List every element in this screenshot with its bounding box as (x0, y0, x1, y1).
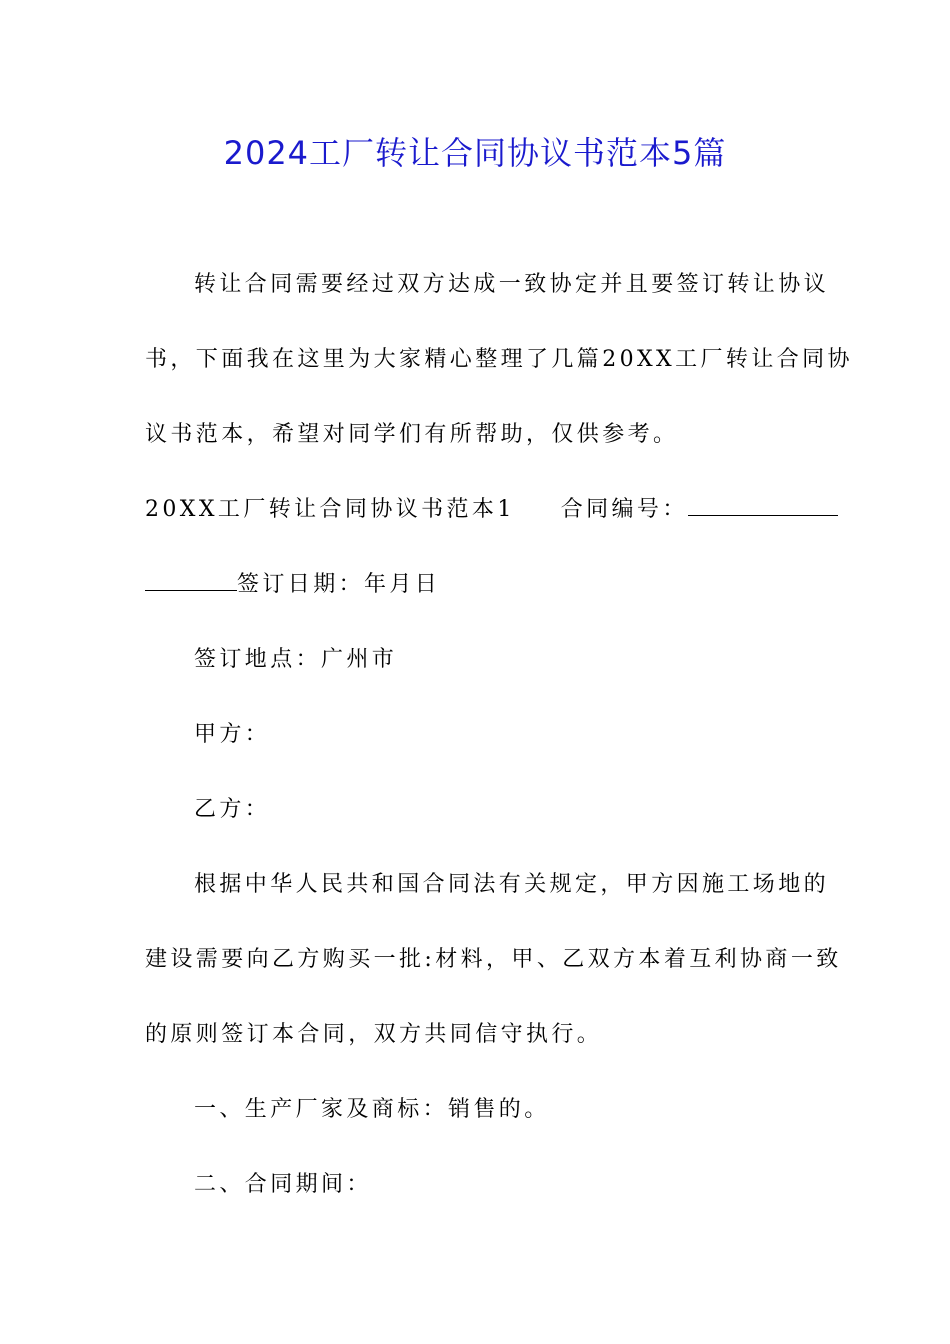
section-heading: 20XX工厂转让合同协议书范本1 (145, 497, 515, 522)
sign-date-label: 签订日期：年月日 (237, 572, 441, 597)
document-title: 2024工厂转让合同协议书范本5篇 (223, 134, 727, 172)
sign-place: 签订地点：广州市 (194, 647, 398, 672)
body-line-3: 的原则签订本合同，双方共同信守执行。 (145, 1022, 603, 1047)
contract-number-blank-continued (145, 572, 237, 591)
clause-1: 一、生产厂家及商标：销售的。 (194, 1097, 550, 1122)
intro-line-2: 书，下面我在这里为大家精心整理了几篇20XX工厂转让合同协 (145, 347, 853, 372)
intro-line-3: 议书范本，希望对同学们有所帮助，仅供参考。 (145, 422, 679, 447)
body-line-2: 建设需要向乙方购买一批:材料，甲、乙双方本着互利协商一致 (145, 947, 842, 972)
party-b-label: 乙方： (194, 797, 271, 822)
contract-heading-line (145, 495, 807, 525)
contract-number-blank (688, 497, 838, 516)
contract-number-label: 合同编号： (560, 497, 688, 522)
party-a-label: 甲方： (194, 722, 271, 747)
sign-date-line (145, 570, 807, 600)
clause-2: 二、合同期间： (194, 1172, 372, 1197)
body-line-1: 根据中华人民共和国合同法有关规定，甲方因施工场地的 (194, 872, 830, 897)
intro-line-1: 转让合同需要经过双方达成一致协定并且要签订转让协议 (194, 272, 830, 297)
